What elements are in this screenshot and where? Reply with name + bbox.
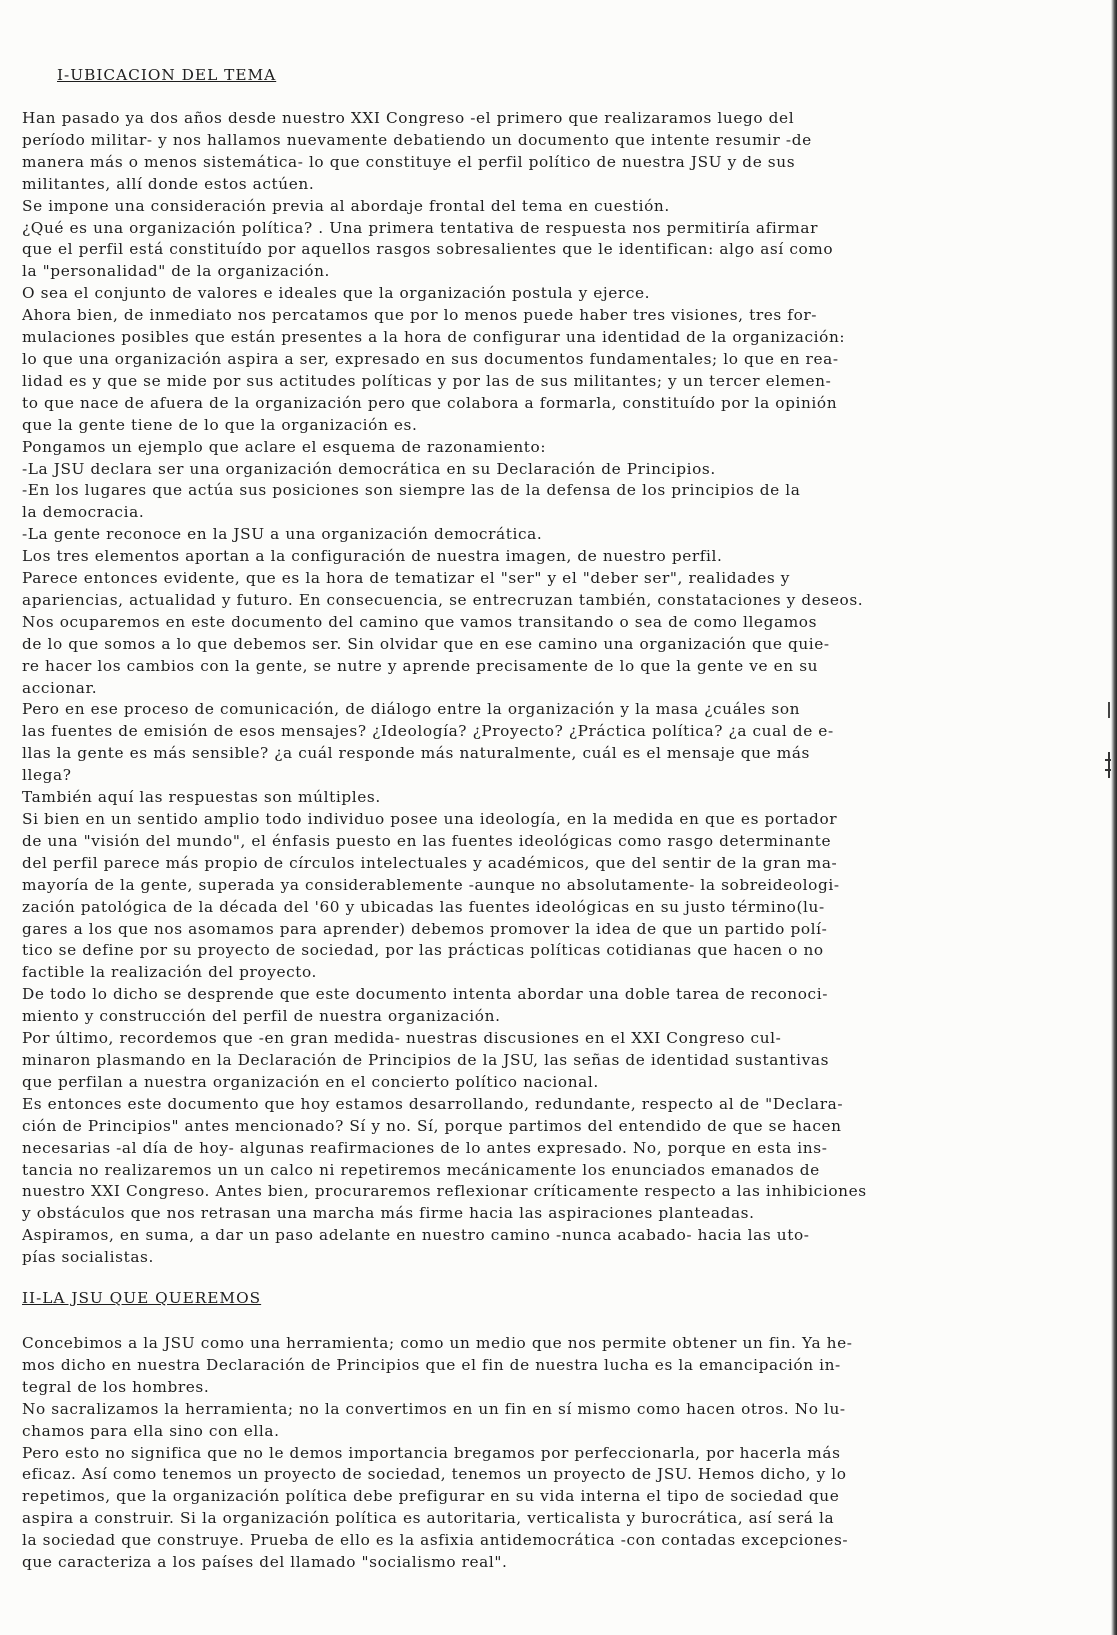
section-1-text <box>22 108 1062 1269</box>
text-line: Ahora bien, de inmediato nos percatamos que por lo menos puede haber tres visiones, tres for- <box>22 306 818 325</box>
text-line: del perfil parece más propio de círculos intelectuales y académicos, que del sentir de la gran ma- <box>22 853 838 872</box>
text-line: También aquí las respuestas son múltiples. <box>22 788 381 807</box>
text-line: lidad es y que se mide por sus actitudes políticas y por las de sus militantes; y un tercer elemen- <box>22 371 832 390</box>
text-line: Es entonces este documento que hoy estamos desarrollando, redundante, respecto al de "Declara- <box>22 1094 844 1113</box>
text-line: la democracia. <box>22 503 145 522</box>
text-line: Parece entonces evidente, que es la hora de tematizar el "ser" y el "deber ser", realidades y <box>22 569 791 588</box>
text-line: minaron plasmando en la Declaración de Principios de la JSU, las señas de identidad sustantivas <box>22 1050 830 1069</box>
section-heading: I-UBICACION DEL TEMA <box>57 66 277 84</box>
section-heading: II-LA JSU QUE QUEREMOS <box>22 1289 262 1308</box>
text-line: Nos ocuparemos en este documento del camino que vamos transitando o sea de como llegamos <box>22 612 818 631</box>
text-line: y obstáculos que nos retrasan una marcha más firme hacia las aspiraciones planteadas. <box>22 1204 755 1223</box>
text-line: to que nace de afuera de la organización pero que colabora a formarla, constituído por la opinión <box>22 393 838 412</box>
text-line: la "personalidad" de la organización. <box>22 262 331 281</box>
text-line: Pongamos un ejemplo que aclare el esquema de razonamiento: <box>22 437 547 456</box>
text-line: llas la gente es más sensible? ¿a cuál responde más naturalmente, cuál es el mensaje que más <box>22 744 811 763</box>
text-line: O sea el conjunto de valores e ideales que la organización postula y ejerce. <box>22 284 651 303</box>
text-line: Pero en ese proceso de comunicación, de diálogo entre la organización y la masa ¿cuáles son <box>22 700 801 719</box>
text-line: tico se define por su proyecto de sociedad, por las prácticas políticas cotidianas que hacen o no <box>22 941 824 960</box>
text-line: re hacer los cambios con la gente, se nutre y aprende precisamente de lo que la gente ve en su <box>22 656 819 675</box>
text-line: nuestro XXI Congreso. Antes bien, procuraremos reflexionar críticamente respecto a las inhibiciones <box>22 1182 867 1201</box>
text-line: chamos para ella sino con ella. <box>22 1421 280 1440</box>
text-line: tegral de los hombres. <box>22 1377 210 1396</box>
text-line: que perfilan a nuestra organización en el concierto político nacional. <box>22 1072 599 1091</box>
text-line: factible la realización del proyecto. <box>22 963 318 982</box>
text-line: que la gente tiene de lo que la organización es. <box>22 415 418 434</box>
text-line: mos dicho en nuestra Declaración de Principios que el fin de nuestra lucha es la emancipación in- <box>22 1355 841 1374</box>
staple-mark-top <box>1103 702 1113 728</box>
section-2-text <box>22 1333 1062 1574</box>
text-line: Por último, recordemos que -en gran medida- nuestras discusiones en el XXI Congreso cul- <box>22 1029 782 1048</box>
text-line: -La gente reconoce en la JSU a una organización democrática. <box>22 525 543 544</box>
text-line: de lo que somos a lo que debemos ser. Sin olvidar que en ese camino una organización que quie- <box>22 634 830 653</box>
text-line: No sacralizamos la herramienta; no la convertimos en un fin en sí mismo como hacen otros. No lu- <box>22 1399 846 1418</box>
text-line: ción de Principios" antes mencionado? Sí y no. Sí, porque partimos del entendido de que se hacen <box>22 1116 842 1135</box>
text-line: las fuentes de emisión de esos mensajes? ¿Ideología? ¿Proyecto? ¿Práctica política? ¿a cual de e- <box>22 722 834 741</box>
text-line: apariencias, actualidad y futuro. En consecuencia, se entrecruzan también, constataciones y deseos. <box>22 590 864 609</box>
text-line: eficaz. Así como tenemos un proyecto de sociedad, tenemos un proyecto de JSU. Hemos dicho, y lo <box>22 1465 847 1484</box>
text-line: de una "visión del mundo", el énfasis puesto en las fuentes ideológicas como rasgo determinante <box>22 831 832 850</box>
page-edge-shadow <box>1111 0 1117 1635</box>
text-line: Los tres elementos aportan a la configuración de nuestra imagen, de nuestro perfil. <box>22 547 723 566</box>
text-line: que el perfil está constituído por aquellos rasgos sobresalientes que le identifican: algo así como <box>22 240 834 259</box>
text-line: tancia no realizaremos un un calco ni repetiremos mecánicamente los enunciados emanados de <box>22 1160 820 1179</box>
text-line: mayoría de la gente, superada ya considerablemente -aunque no absolutamente- la sobreideologi- <box>22 875 840 894</box>
text-line: aspira a construir. Si la organización política es autoritaria, verticalista y burocrática, así será la <box>22 1509 835 1528</box>
text-line: Pero esto no significa que no le demos importancia bregamos por perfeccionarla, por hacerla más <box>22 1443 841 1462</box>
text-line: -La JSU declara ser una organización democrática en su Declaración de Principios. <box>22 459 716 478</box>
text-line: militantes, allí donde estos actúen. <box>22 174 315 193</box>
text-line: Si bien en un sentido amplio todo individuo posee una ideología, en la medida en que es portador <box>22 810 838 828</box>
text-line: mulaciones posibles que están presentes a la hora de configurar una identidad de la organización: <box>22 328 846 347</box>
text-line: necesarias -al día de hoy- algunas reafirmaciones de lo antes expresado. No, porque en esta ins- <box>22 1138 828 1157</box>
text-line: repetimos, que la organización política debe prefigurar en su vida interna el tipo de sociedad que <box>22 1487 840 1506</box>
text-line: período militar- y nos hallamos nuevamente debatiendo un documento que intente resumir -de <box>22 130 812 149</box>
document-body <box>22 66 1062 1574</box>
text-line: -En los lugares que actúa sus posiciones son siempre las de la defensa de los principios de la <box>22 481 801 500</box>
text-line: la sociedad que construye. Prueba de ello es la asfixia antidemocrática -con contadas excepciones- <box>22 1531 849 1550</box>
text-line: pías socialistas. <box>22 1248 154 1267</box>
text-line: lo que una organización aspira a ser, expresado en sus documentos fundamentales; lo que en rea- <box>22 349 839 368</box>
text-line: miento y construcción del perfil de nuestra organización. <box>22 1007 501 1026</box>
text-line: que caracteriza a los países del llamado "socialismo real". <box>22 1553 508 1572</box>
text-line: Han pasado ya dos años desde nuestro XXI Congreso -el primero que realizaramos luego del <box>22 109 795 127</box>
text-line: Se impone una consideración previa al abordaje frontal del tema en cuestión. <box>22 196 670 215</box>
text-line: accionar. <box>22 678 98 697</box>
text-line: llega? <box>22 766 72 785</box>
text-line: zación patológica de la década del '60 y ubicadas las fuentes ideológicas en su justo término(lu- <box>22 897 825 916</box>
text-line: Aspiramos, en suma, a dar un paso adelante en nuestro camino -nunca acabado- hacia las uto- <box>22 1226 810 1245</box>
text-line: Concebimos a la JSU como una herramienta; como un medio que nos permite obtener un fin. Ya he- <box>22 1334 853 1353</box>
text-line: manera más o menos sistemática- lo que constituye el perfil político de nuestra JSU y de sus <box>22 152 796 171</box>
staple-mark <box>1103 752 1113 778</box>
text-line: De todo lo dicho se desprende que este documento intenta abordar una doble tarea de reconoci- <box>22 985 828 1004</box>
text-line: gares a los que nos asomamos para aprender) debemos promover la idea de que un partido polí- <box>22 919 828 938</box>
text-line: ¿Qué es una organización política? . Una primera tentativa de respuesta nos permitiría afirmar <box>22 218 819 237</box>
